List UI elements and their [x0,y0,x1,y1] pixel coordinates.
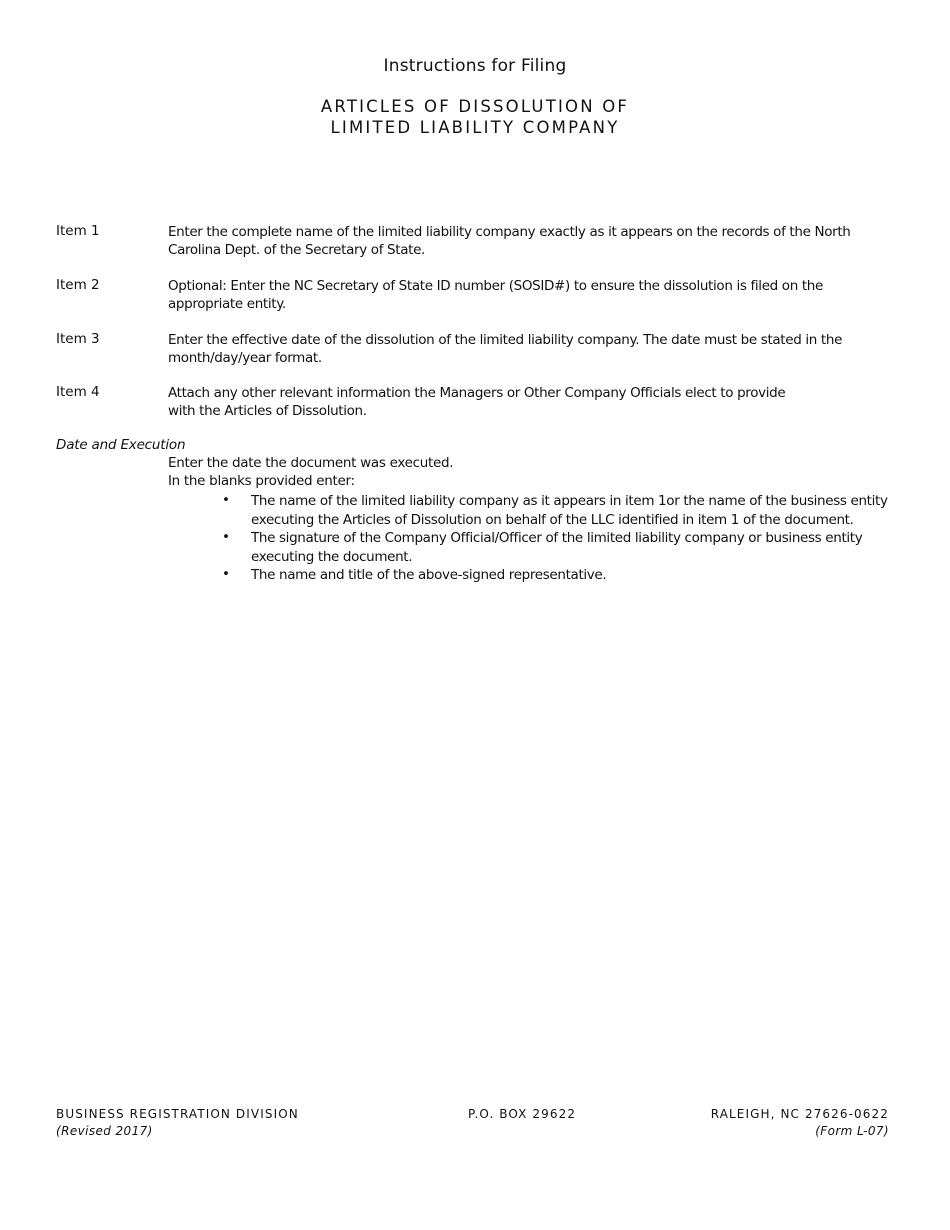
date-execution-line-2: In the blanks provided enter: [168,473,355,489]
bullet-icon: • [222,566,230,582]
item-label: Item 3 [56,331,100,347]
form-title-line-1: ARTICLES OF DISSOLUTION OF [320,97,630,116]
footer-division: BUSINESS REGISTRATION DIVISION [56,1107,299,1121]
item-text: Enter the effective date of the dissolution of the limited liability company. The date must be stated in the month/day/year format. [168,332,843,366]
bullet-text: The name of the limited liability company as it appears in item 1or the name of the business entity executing the Articles of Dissolution on behalf of the LLC identified in item 1 of the document. [251,493,888,528]
footer-address: RALEIGH, NC 27626-0622 [710,1107,889,1121]
item-text: Enter the complete name of the limited liability company exactly as it appears on the records of the North Carolina Dept. of the Secretary of State. [168,224,851,258]
item-text-line-2: with the Articles of Dissolution. [168,403,367,419]
bullet-icon: • [222,492,230,508]
date-execution-line-1: Enter the date the document was executed. [168,455,454,471]
footer-revised: (Revised 2017) [56,1124,153,1138]
document-title: Instructions for Filing [383,56,567,76]
item-label: Item 2 [56,277,100,293]
bullet-text: The signature of the Company Official/Officer of the limited liability company or business entity executing the document. [251,530,863,565]
item-label: Item 1 [56,223,100,239]
footer-po-box: P.O. BOX 29622 [468,1107,577,1121]
item-text-line-1: Attach any other relevant information the Managers or Other Company Officials elect to provide [168,385,786,401]
item-text: Optional: Enter the NC Secretary of State ID number (SOSID#) to ensure the dissolution is filed on the appropriate entity. [168,278,823,312]
date-execution-heading: Date and Execution [56,437,186,453]
item-text [168,384,898,420]
form-title-line-2: LIMITED LIABILITY COMPANY [330,118,620,137]
footer-form-number: (Form L-07) [815,1124,889,1138]
bullet-icon: • [222,529,230,545]
item-label: Item 4 [56,384,100,400]
bullet-text: The name and title of the above-signed representative. [251,567,607,583]
